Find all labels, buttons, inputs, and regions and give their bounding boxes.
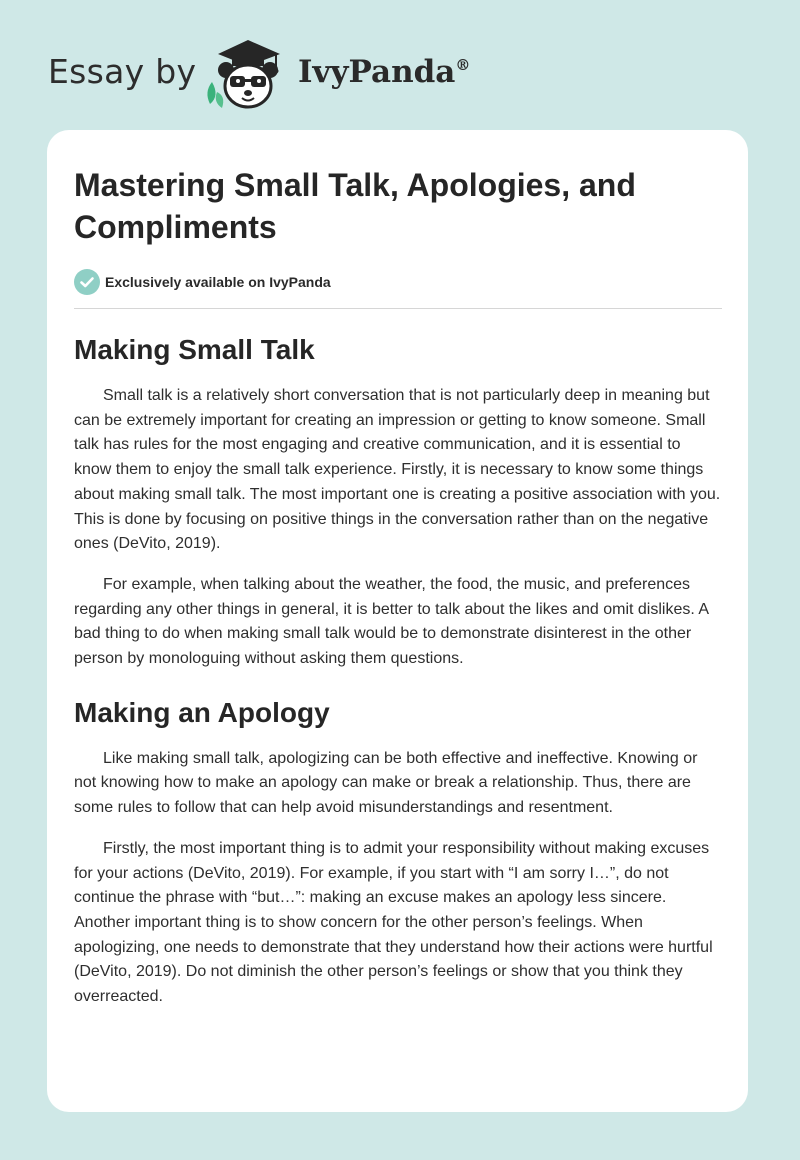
article-card bbox=[47, 130, 748, 1112]
paragraph: Like making small talk, apologizing can be both effective and ineffective. Knowing or not knowing how to make an apology can make or break a relationship. Thus, there are some rules to follow that can help avoid misunderstandings and resentment. bbox=[74, 749, 698, 817]
section-heading: Making an Apology bbox=[74, 696, 330, 728]
paragraph: Firstly, the most important thing is to admit your responsibility without making excuses for your actions (DeVito, 2019). For example, if you start with “I am sorry I…”, do not continue the phrase with “but…”: making an excuse makes an apology less sincere. Another important thing is to show concern for the other person’s feelings. When apologizing, one needs to demonstrate that they understand how their actions were hurtful (DeVito, 2019). Do not diminish the other person’s feelings or show that you think they overreacted. bbox=[74, 839, 713, 1006]
article-title: Mastering Small Talk, Apologies, and Compliments bbox=[74, 167, 636, 245]
panda-graduate-icon bbox=[202, 36, 294, 112]
check-circle-icon bbox=[74, 269, 100, 295]
paragraph: For example, when talking about the weather, the food, the music, and preferences regarding any other things in general, it is better to talk about the likes and omit dislikes. A bad thing to do when making small talk would be to demonstrate disinterest in the other person by monologuing without asking them questions. bbox=[74, 575, 709, 668]
exclusive-badge-text: Exclusively available on IvyPanda bbox=[105, 274, 331, 290]
exclusive-badge bbox=[74, 268, 722, 296]
paragraph: Small talk is a relatively short conversation that is not particularly deep in meaning but can be extremely important for creating an impression or getting to know someone. Small talk has rules for the most engaging and creative communication, and it is essential to know them to enjoy the small talk experience. Firstly, it is necessary to know some things about making small talk. The most important one is creating a positive association with you. This is done by focusing on positive things in the conversation rather than on the negative ones (DeVito, 2019). bbox=[74, 387, 721, 553]
brand-prefix: Essay by bbox=[48, 52, 197, 91]
brand-header bbox=[48, 34, 471, 114]
brand-name: IvyPanda® bbox=[298, 54, 471, 90]
title-divider bbox=[74, 308, 722, 309]
section-heading: Making Small Talk bbox=[74, 334, 315, 365]
section-making-an-apology bbox=[74, 696, 722, 1010]
section-making-small-talk bbox=[74, 333, 722, 672]
